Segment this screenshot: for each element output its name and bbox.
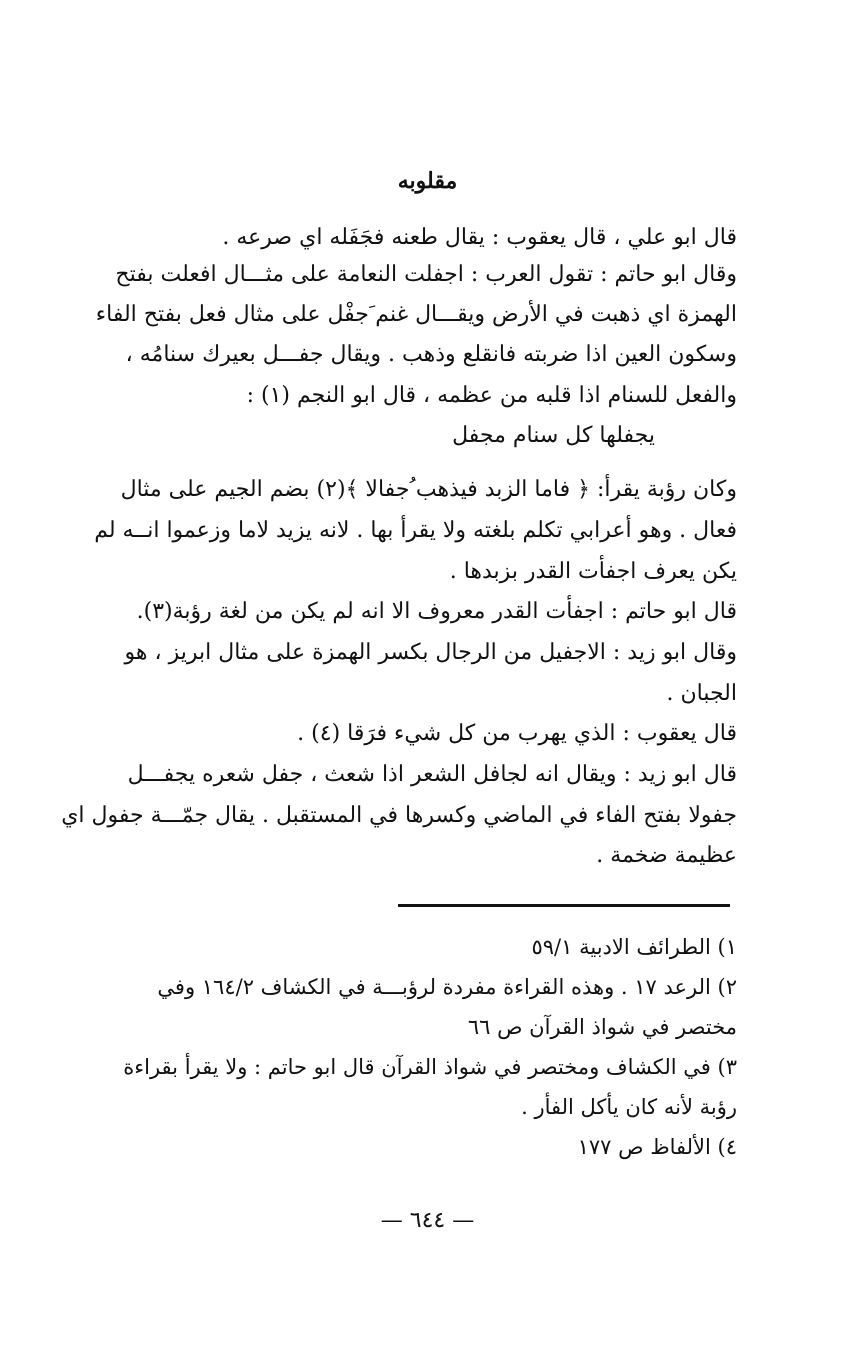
section-heading: مقلوبه <box>397 168 458 194</box>
body-line: والفعل للسنام اذا قلبه من عظمه ، قال ابو النجم (١) : <box>246 383 737 408</box>
footnote-line: ١) الطرائف الادبية ٥٩/١ <box>531 935 737 959</box>
footnote-line: ٤) الألفاظ ص ١٧٧ <box>577 1135 737 1159</box>
body-line: قال يعقوب : الذي يهرب من كل شيء فرَقا (٤) . <box>297 721 737 746</box>
body-line: قال ابو علي ، قال يعقوب : يقال طعنه فجَفَله اي صرعه . <box>222 225 737 250</box>
body-line: وقال ابو حاتم : تقول العرب : اجفلت النعامة على مثـــال افعلت بفتح <box>115 262 737 287</box>
verse-line: يجفلها كل سنام مجفل <box>452 423 655 448</box>
body-line: الهمزة اي ذهبت في الأرض ويقـــال غنم َجفْل على مثال فعل بفتح الفاء <box>95 302 737 327</box>
footnote-separator <box>398 904 730 907</box>
body-line: عظيمة ضخمة . <box>596 843 737 868</box>
body-line: قال ابو حاتم : اجفأت القدر معروف الا انه لم يكن من لغة رؤبة(٣). <box>136 599 737 624</box>
body-line: الجبان . <box>666 681 737 706</box>
body-line: وكان رؤبة يقرأ: ﴿ فاما الزبد فيذهب ُجفالا ﴾(٢) بضم الجيم على مثال <box>120 477 737 502</box>
body-line: قال ابو زيد : ويقال انه لجافل الشعر اذا شعث ، جفل شعره يجفـــل <box>127 762 737 787</box>
body-line: فعال . وهو أعرابي تكلم بلغته ولا يقرأ بها . لانه يزيد لاما وزعموا انــه لم <box>94 518 737 543</box>
body-line: يكن يعرف اجفأت القدر بزبدها . <box>449 559 737 584</box>
footnote-line: مختصر في شواذ القرآن ص ٦٦ <box>467 1015 737 1039</box>
footnote-line: رؤبة لأنه كان يأكل الفأر . <box>521 1095 737 1119</box>
footnote-line: ٣) في الكشاف ومختصر في شواذ القرآن قال ابو حاتم : ولا يقرأ بقراءة <box>123 1055 737 1079</box>
footnote-line: ٢) الرعد ١٧ . وهذه القراءة مفردة لرؤبـــة في الكشاف ١٦٤/٢ وفي <box>157 975 737 999</box>
body-line: وقال ابو زيد : الاجفيل من الرجال بكسر الهمزة على مثال ابريز ، هو <box>124 640 737 665</box>
body-line: جفولا بفتح الفاء في الماضي وكسرها في المستقبل . يقال جمّـــة جفول اي <box>61 803 737 828</box>
body-line: وسكون العين اذا ضربته فانقلع وذهب . ويقال جفـــل بعيرك سنامُه ، <box>125 342 737 367</box>
page-number: — ٦٤٤ — <box>380 1208 475 1233</box>
